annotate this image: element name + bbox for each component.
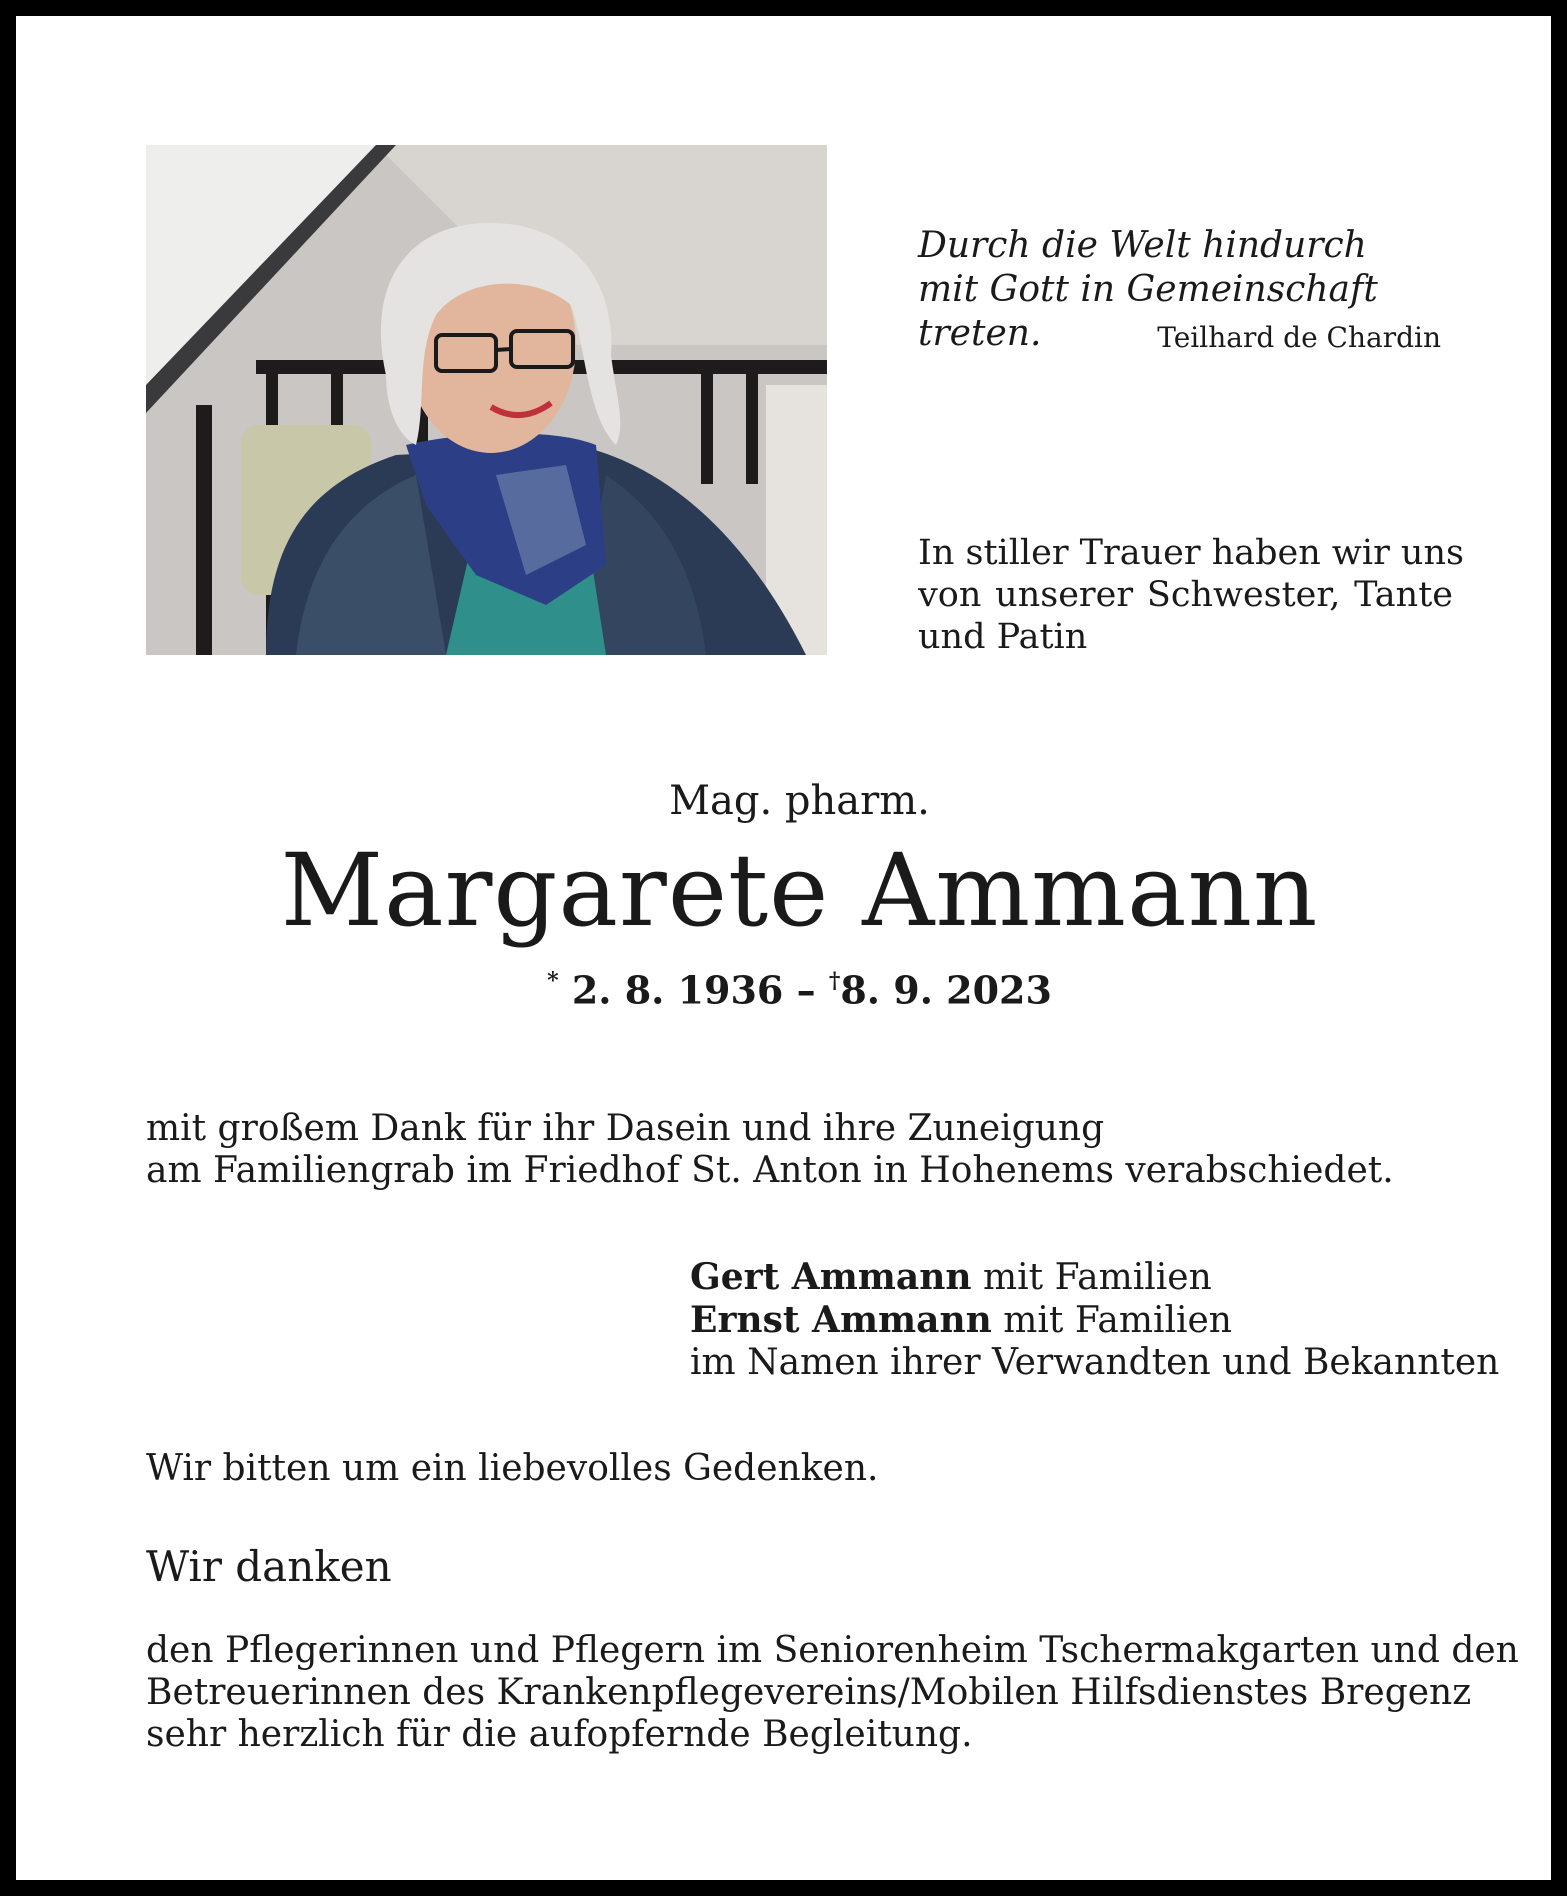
signer-suffix: mit Familien	[971, 1257, 1212, 1298]
thanks-line: Betreuerinnen des Krankenpflegevereins/Mobilen Hilfsdienstes Bregenz	[146, 1672, 1472, 1713]
quote-line: Durch die Welt hindurch	[918, 225, 1367, 266]
death-date: 8. 9. 2023	[840, 967, 1052, 1013]
portrait-photo	[146, 145, 827, 655]
farewell-text	[146, 1108, 1446, 1192]
date-separator: –	[796, 967, 816, 1013]
remembrance-text: Wir bitten um ein liebevolles Gedenken.	[146, 1448, 879, 1489]
farewell-line: am Familiengrab im Friedhof St. Anton in Hohenems verabschiedet.	[146, 1150, 1394, 1191]
portrait-illustration	[146, 145, 827, 655]
intro-line: von unserer Schwester, Tante	[918, 575, 1453, 615]
signers-footer: im Namen ihrer Verwandten und Bekannten	[690, 1342, 1500, 1383]
intro-text	[918, 532, 1464, 658]
signer-suffix: mit Familien	[991, 1300, 1232, 1341]
deceased-name: Margarete Ammann	[280, 832, 1319, 949]
signers	[690, 1256, 1500, 1384]
quote-author: Teilhard de Chardin	[1157, 321, 1441, 354]
farewell-line: mit großem Dank für ihr Dasein und ihre Zuneigung	[146, 1108, 1105, 1149]
thanks-text	[146, 1630, 1519, 1756]
academic-title: Mag. pharm.	[669, 778, 930, 824]
signer-name: Gert Ammann	[690, 1256, 972, 1298]
thanks-line: sehr herzlich für die aufopfernde Begleitung.	[146, 1714, 973, 1755]
intro-line: und Patin	[918, 617, 1088, 657]
quote-line: mit Gott in Gemeinschaft treten.	[918, 269, 1378, 354]
birth-symbol: *	[547, 968, 559, 994]
life-dates	[16, 958, 1567, 1016]
signer-name: Ernst Ammann	[690, 1299, 992, 1341]
death-symbol: †	[828, 968, 841, 994]
intro-line: In stiller Trauer haben wir uns	[918, 533, 1464, 573]
signer	[690, 1299, 1450, 1342]
thanks-line: den Pflegerinnen und Pflegern im Seniorenheim Tschermakgarten und den	[146, 1630, 1519, 1671]
thanks-heading: Wir danken	[146, 1542, 392, 1591]
birth-date: 2. 8. 1936	[571, 967, 784, 1013]
signer	[690, 1256, 1450, 1299]
